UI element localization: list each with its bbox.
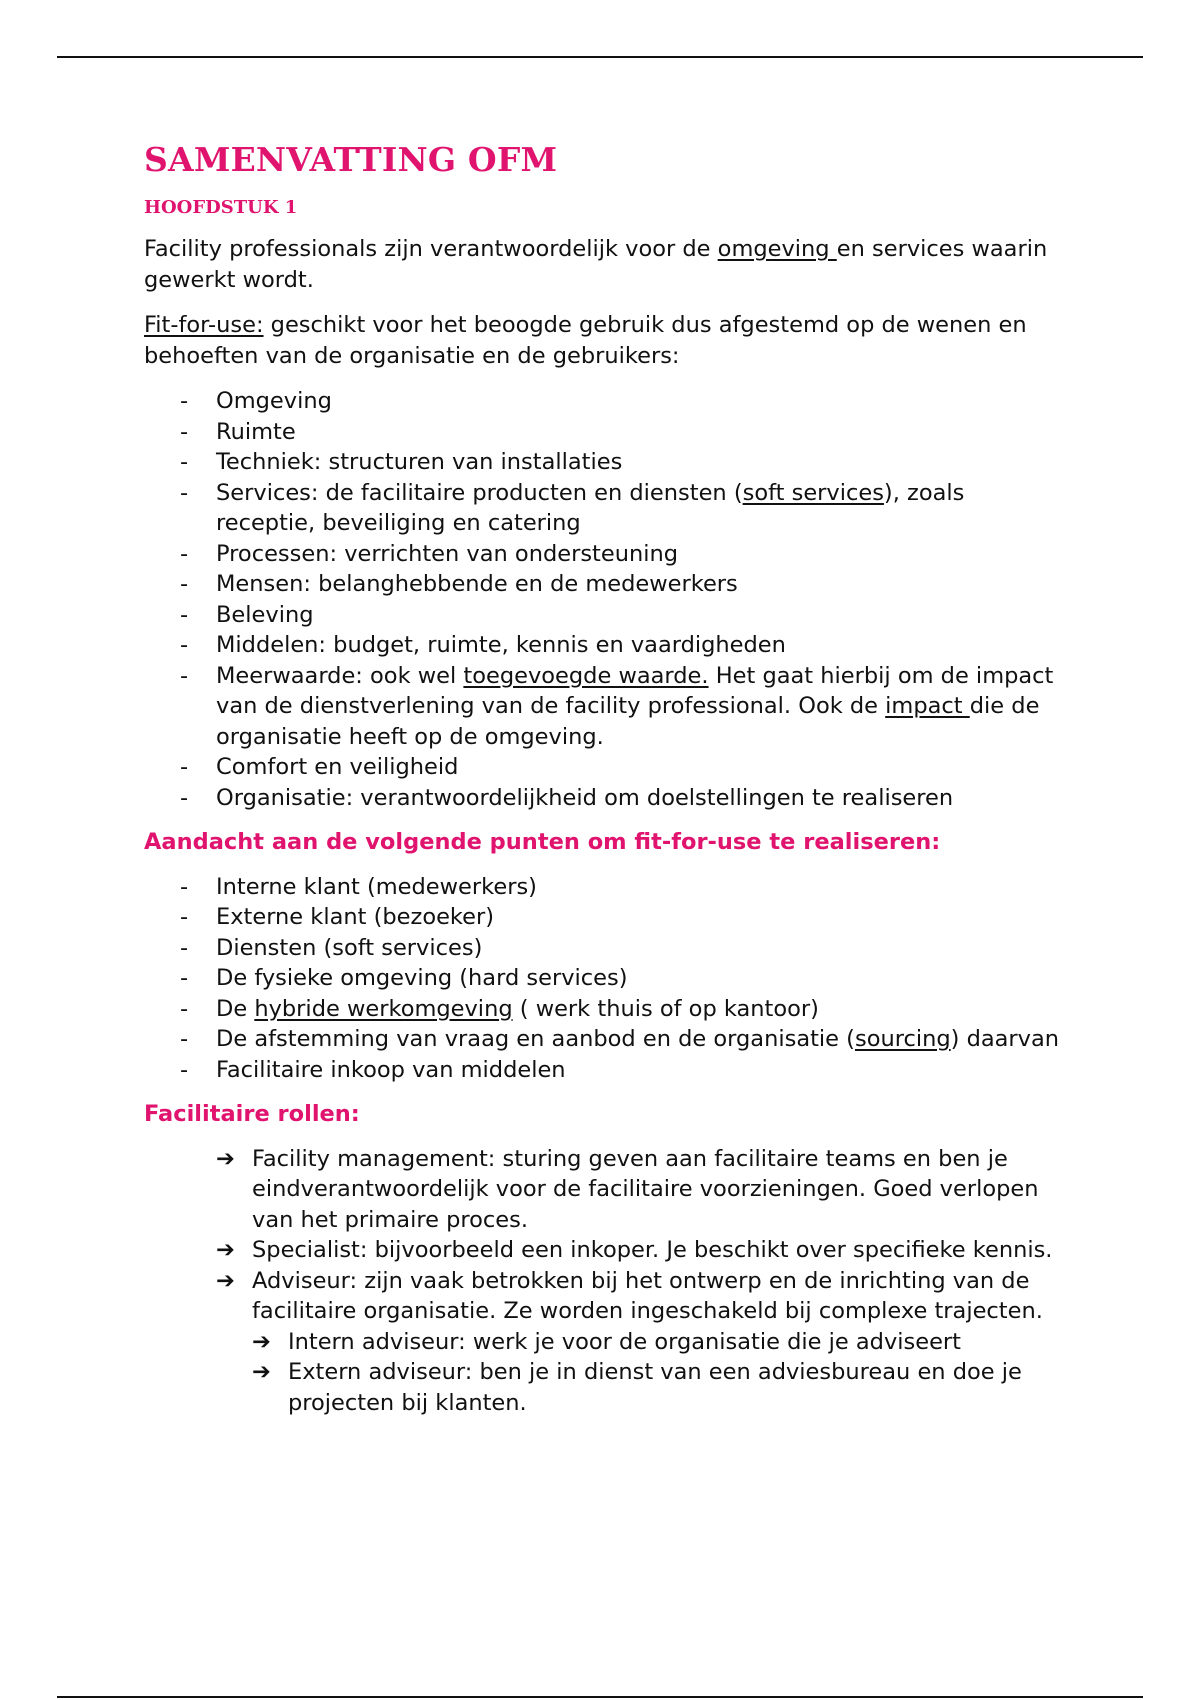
list-item (144, 994, 1064, 1025)
list-item (144, 661, 1064, 753)
arrow-right-icon: ➔ (216, 1267, 235, 1294)
list-item (144, 872, 1064, 903)
underlined-term: toegevoegde waarde. (463, 662, 709, 689)
underlined-term: impact (885, 693, 970, 719)
list-item-text: ), zoals receptie, beveiliging en catering (216, 479, 965, 536)
section-heading-facilitaire-rollen: Facilitaire rollen: (144, 1101, 360, 1127)
list-item-text: De (216, 995, 255, 1022)
dash-bullet: - (180, 540, 189, 567)
list-item (144, 539, 1064, 570)
list-item (144, 417, 1064, 448)
list-item-text: Techniek: structuren van installaties (216, 449, 623, 475)
list-item-text: Facilitaire inkoop van middelen (216, 1056, 566, 1083)
dash-bullet: - (180, 388, 189, 414)
arrow-right-icon: ➔ (216, 1237, 235, 1263)
list-item (144, 752, 1064, 783)
intro-underlined-term: omgeving (717, 236, 837, 262)
dash-bullet: - (180, 662, 189, 689)
list-item (144, 386, 1064, 417)
list-item-text: Comfort en veiligheid (216, 754, 459, 780)
dash-bullet: - (180, 873, 189, 900)
list-item-text: Meerwaarde: ook wel (216, 662, 464, 689)
footer-rule (57, 1696, 1143, 1698)
dash-bullet: - (180, 904, 189, 930)
list-item (144, 783, 1064, 814)
list-item-text: De afstemming van vraag en aanbod en de organisatie ( (216, 1026, 855, 1052)
fitforuse-definition: geschikt voor het beoogde gebruik dus afgestemd op de wenen en behoeften van de organisatie en de gebruikers: (144, 312, 1027, 369)
list-item-text: Extern adviseur: ben je in dienst van een adviesbureau en doe je projecten bij klanten. (288, 1359, 1022, 1416)
underlined-term: soft services (742, 479, 884, 506)
list-item (144, 478, 1064, 539)
document-title: SAMENVATTING OFM (144, 140, 558, 179)
arrow-right-icon: ➔ (216, 1145, 235, 1172)
fitforuse-points-list (144, 872, 1064, 1086)
arrow-right-icon: ➔ (252, 1328, 271, 1355)
list-item-text: Interne klant (medewerkers) (216, 873, 537, 900)
list-item (144, 600, 1064, 631)
chapter-heading: HOOFDSTUK 1 (144, 197, 298, 218)
list-item-text: Het gaat hierbij om de impact van de dienstverlening van de facility professional. Ook de (216, 662, 1054, 719)
intro-paragraph (144, 234, 1064, 295)
dash-bullet: - (180, 632, 189, 658)
adviseur-subroles-list (144, 1327, 1064, 1419)
list-item-text: Services: de facilitaire producten en diensten ( (216, 479, 743, 506)
list-item (144, 630, 1064, 661)
list-item-text: Organisatie: verantwoordelijkheid om doelstellingen te realiseren (216, 784, 954, 811)
header-rule (57, 56, 1143, 58)
dash-bullet: - (180, 1056, 189, 1083)
fitforuse-term: Fit-for-use: (144, 312, 264, 338)
list-item-text: ( werk thuis of op kantoor) (512, 995, 819, 1022)
fitforuse-aspects-list (144, 386, 1064, 813)
list-item (144, 933, 1064, 964)
document-body (144, 140, 1064, 1418)
list-item (144, 902, 1064, 933)
intro-text-2: en services waarin gewerkt wordt. (144, 236, 1048, 293)
list-item-text: Beleving (216, 601, 314, 628)
dash-bullet: - (180, 965, 189, 991)
list-item (144, 1357, 1064, 1418)
list-item-text: Specialist: bijvoorbeeld een inkoper. Je beschikt over specifieke kennis. (252, 1237, 1053, 1263)
list-item-text: Diensten (soft services) (216, 934, 483, 961)
list-item-text: Mensen: belanghebbende en de medewerkers (216, 571, 738, 597)
list-item (144, 569, 1064, 600)
dash-bullet: - (180, 479, 189, 506)
underlined-term: hybride werkomgeving (254, 995, 513, 1022)
intro-text-1: Facility professionals zijn verantwoordelijk voor de (144, 236, 718, 262)
list-item (144, 1327, 1064, 1358)
list-item-text: die de organisatie heeft op de omgeving. (216, 693, 1040, 750)
roles-list (144, 1144, 1064, 1327)
underlined-term: sourcing (854, 1026, 951, 1052)
list-item-text: Intern adviseur: werk je voor de organisatie die je adviseert (288, 1328, 962, 1355)
list-item-text: Adviseur: zijn vaak betrokken bij het ontwerp en de inrichting van de facilitaire organisatie. Ze worden ingeschakeld bij complexe trajecten. (252, 1267, 1043, 1324)
list-item (144, 1235, 1064, 1266)
list-item (144, 1055, 1064, 1086)
list-item-text: Ruimte (216, 418, 296, 445)
dash-bullet: - (180, 784, 189, 811)
dash-bullet: - (180, 418, 189, 445)
dash-bullet: - (180, 449, 189, 475)
section-heading-fitforuse-points: Aandacht aan de volgende punten om fit-for-use te realiseren: (144, 829, 941, 855)
list-item-text: Omgeving (216, 388, 332, 414)
list-item-text: De fysieke omgeving (hard services) (216, 965, 628, 991)
list-item-text: Middelen: budget, ruimte, kennis en vaardigheden (216, 632, 786, 658)
list-item-text: Facility management: sturing geven aan facilitaire teams en ben je eindverantwoordelijk voor de facilitaire voorzieningen. Goed verlopen van het primaire proces. (252, 1145, 1039, 1233)
fitforuse-paragraph (144, 310, 1064, 371)
list-item-text: Externe klant (bezoeker) (216, 904, 495, 930)
arrow-right-icon: ➔ (252, 1359, 271, 1385)
list-item (144, 963, 1064, 994)
list-item-text: Processen: verrichten van ondersteuning (216, 540, 679, 567)
dash-bullet: - (180, 754, 189, 780)
dash-bullet: - (180, 1026, 189, 1052)
list-item-text: ) daarvan (950, 1026, 1060, 1052)
dash-bullet: - (180, 571, 189, 597)
dash-bullet: - (180, 601, 189, 628)
dash-bullet: - (180, 995, 189, 1022)
list-item (144, 1144, 1064, 1236)
dash-bullet: - (180, 934, 189, 961)
list-item (144, 1024, 1064, 1055)
list-item (144, 1266, 1064, 1327)
list-item (144, 447, 1064, 478)
